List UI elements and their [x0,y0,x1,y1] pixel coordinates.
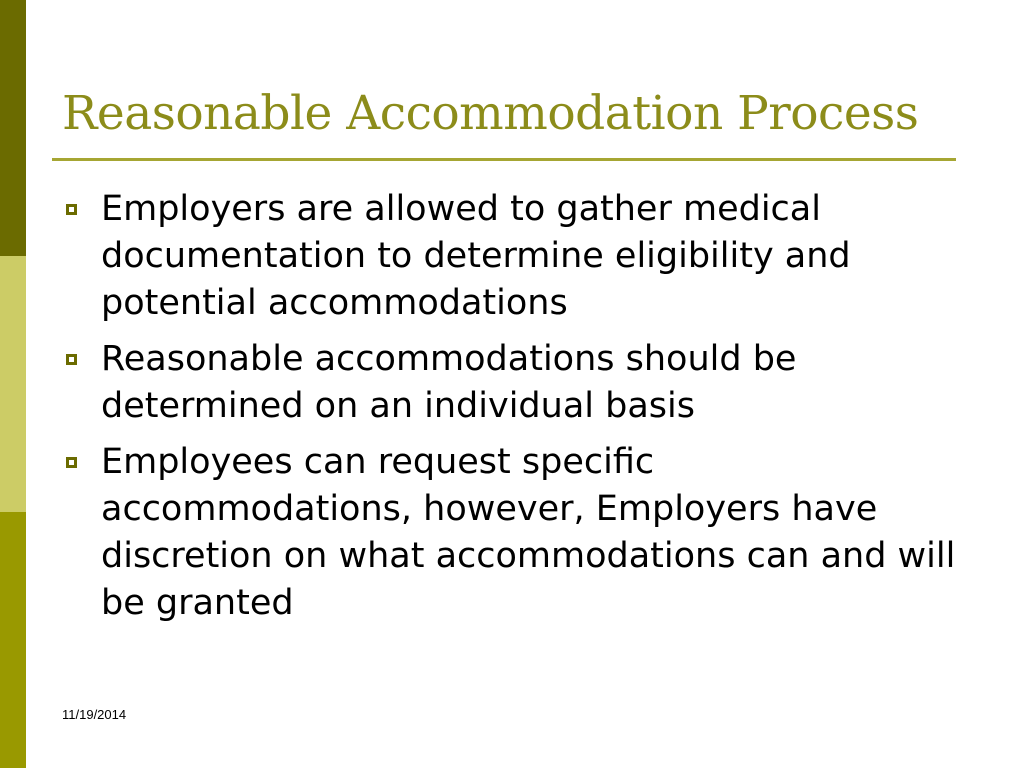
square-bullet-icon [66,354,77,365]
bullet-item [62,439,962,627]
bullet-text: Reasonable accommodations should be determined on an individual basis [101,339,797,426]
square-bullet-icon [66,204,77,215]
bullet-text: Employers are allowed to gather medical documentation to determine eligibility and potential accommodations [101,189,851,323]
side-bar-middle-segment [0,256,26,512]
title-underline-rule [52,158,956,161]
square-bullet-icon [66,457,77,468]
slide-title: Reasonable Accommodation Process [62,86,919,141]
side-color-bar [0,0,26,768]
side-bar-top-segment [0,0,26,256]
footer-date: 11/19/2014 [62,707,127,722]
bullet-item [62,186,962,327]
bullet-text: Employees can request specific accommodations, however, Employers have discretion on what accommodations can and will be granted [101,442,956,623]
bullet-list [62,186,962,636]
bullet-item [62,336,962,430]
side-bar-bottom-segment [0,512,26,768]
